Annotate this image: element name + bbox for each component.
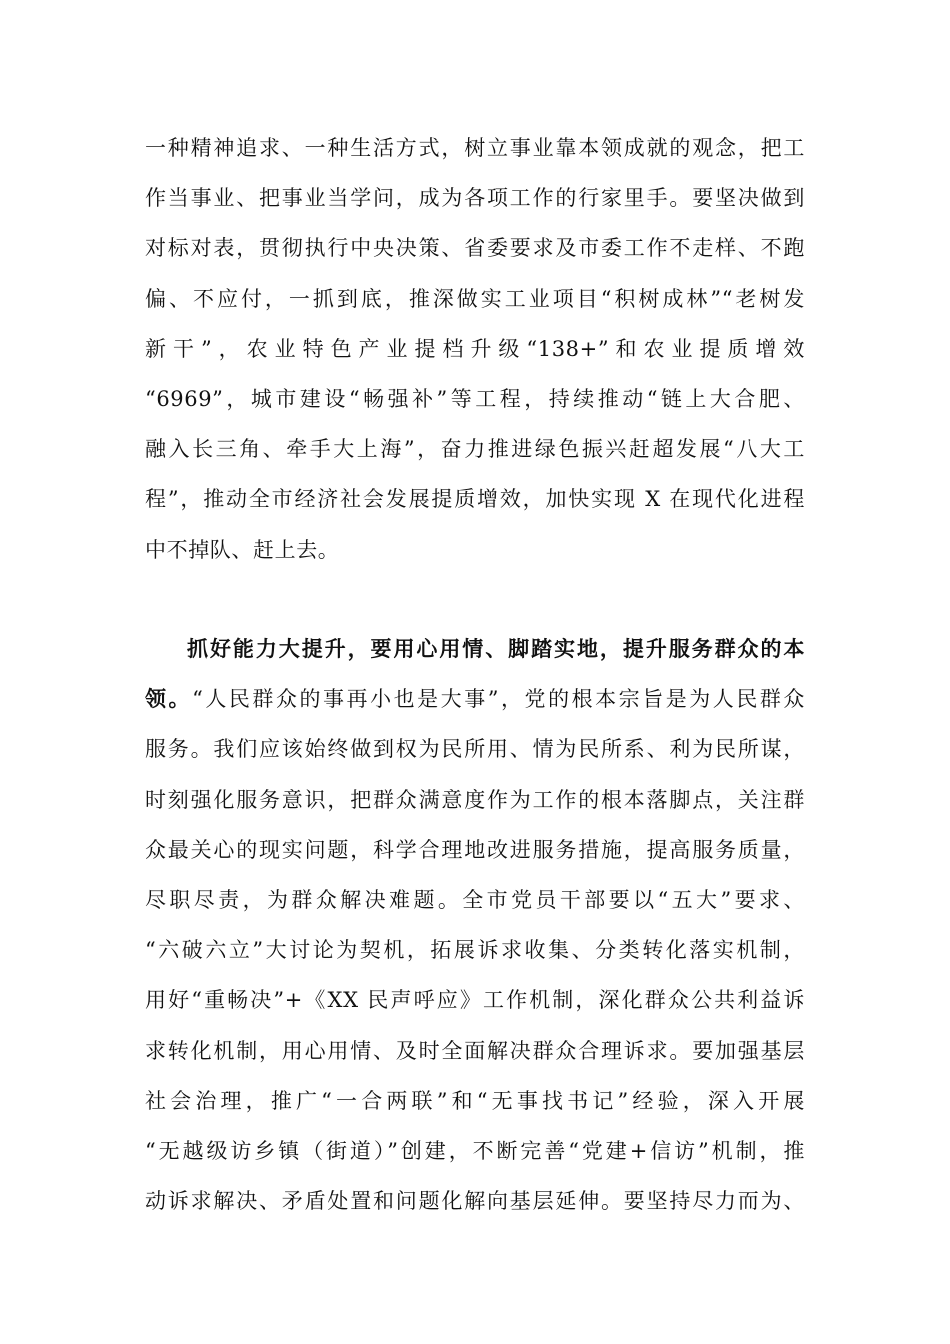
paragraph-line: 融入长三角、牵手大上海”，奋力推进绿色振兴赶超发展“八大工	[145, 437, 805, 462]
paragraph-line: 新干”，农业特色产业提档升级“138+”和农业提质增效	[145, 336, 805, 361]
paragraph-line: “6969”，城市建设“畅强补”等工程，持续推动“链上大合肥、	[145, 386, 805, 411]
paragraph-line: 服务。我们应该始终做到权为民所用、情为民所系、利为民所谋，	[145, 737, 805, 762]
paragraph-line: 中不掉队、赶上去。	[145, 537, 340, 562]
paragraph-line: 时刻强化服务意识，把群众满意度作为工作的根本落脚点，关注群	[145, 787, 805, 812]
paragraph-heading-end: 领。	[145, 686, 193, 712]
paragraph-line: 偏、不应付，一抓到底，推深做实工业项目“积树成林”“老树发	[145, 286, 805, 311]
paragraph-line: “六破六立”大讨论为契机，拓展诉求收集、分类转化落实机制，	[145, 938, 805, 963]
paragraph-line: 动诉求解决、矛盾处置和问题化解向基层延伸。要坚持尽力而为、	[145, 1189, 805, 1214]
paragraph-line: 用好“重畅决”+《XX 民声呼应》工作机制，深化群众公共利益诉	[145, 988, 805, 1013]
paragraph-1	[145, 123, 805, 575]
paragraph-heading-line: 抓好能力大提升，要用心用情、脚踏实地，提升服务群众的本	[187, 636, 805, 661]
paragraph-line: “无越级访乡镇（街道）”创建，不断完善“党建+信访”机制，推	[145, 1138, 805, 1163]
paragraph-line-rest: “人民群众的事再小也是大事”，党的根本宗旨是为人民群众	[192, 687, 805, 712]
paragraph-line: 尽职尽责，为群众解决难题。全市党员干部要以“五大”要求、	[145, 887, 805, 912]
paragraph-line: 程”，推动全市经济社会发展提质增效，加快实现 X 在现代化进程	[145, 487, 805, 512]
paragraph-line: 作当事业、把事业当学问，成为各项工作的行家里手。要坚决做到	[145, 186, 805, 211]
paragraph-line: 对标对表，贯彻执行中央决策、省委要求及市委工作不走样、不跑	[145, 236, 805, 261]
paragraph-line: 社会治理，推广“一合两联”和“无事找书记”经验，深入开展	[145, 1088, 805, 1113]
paragraph-line: 求转化机制，用心用情、及时全面解决群众合理诉求。要加强基层	[145, 1038, 805, 1063]
paragraph-line	[145, 674, 805, 724]
paragraph-2	[145, 624, 805, 1226]
paragraph-line: 一种精神追求、一种生活方式，树立事业靠本领成就的观念，把工	[145, 136, 805, 160]
paragraph-line: 众最关心的现实问题，科学合理地改进服务措施，提高服务质量，	[145, 837, 805, 862]
